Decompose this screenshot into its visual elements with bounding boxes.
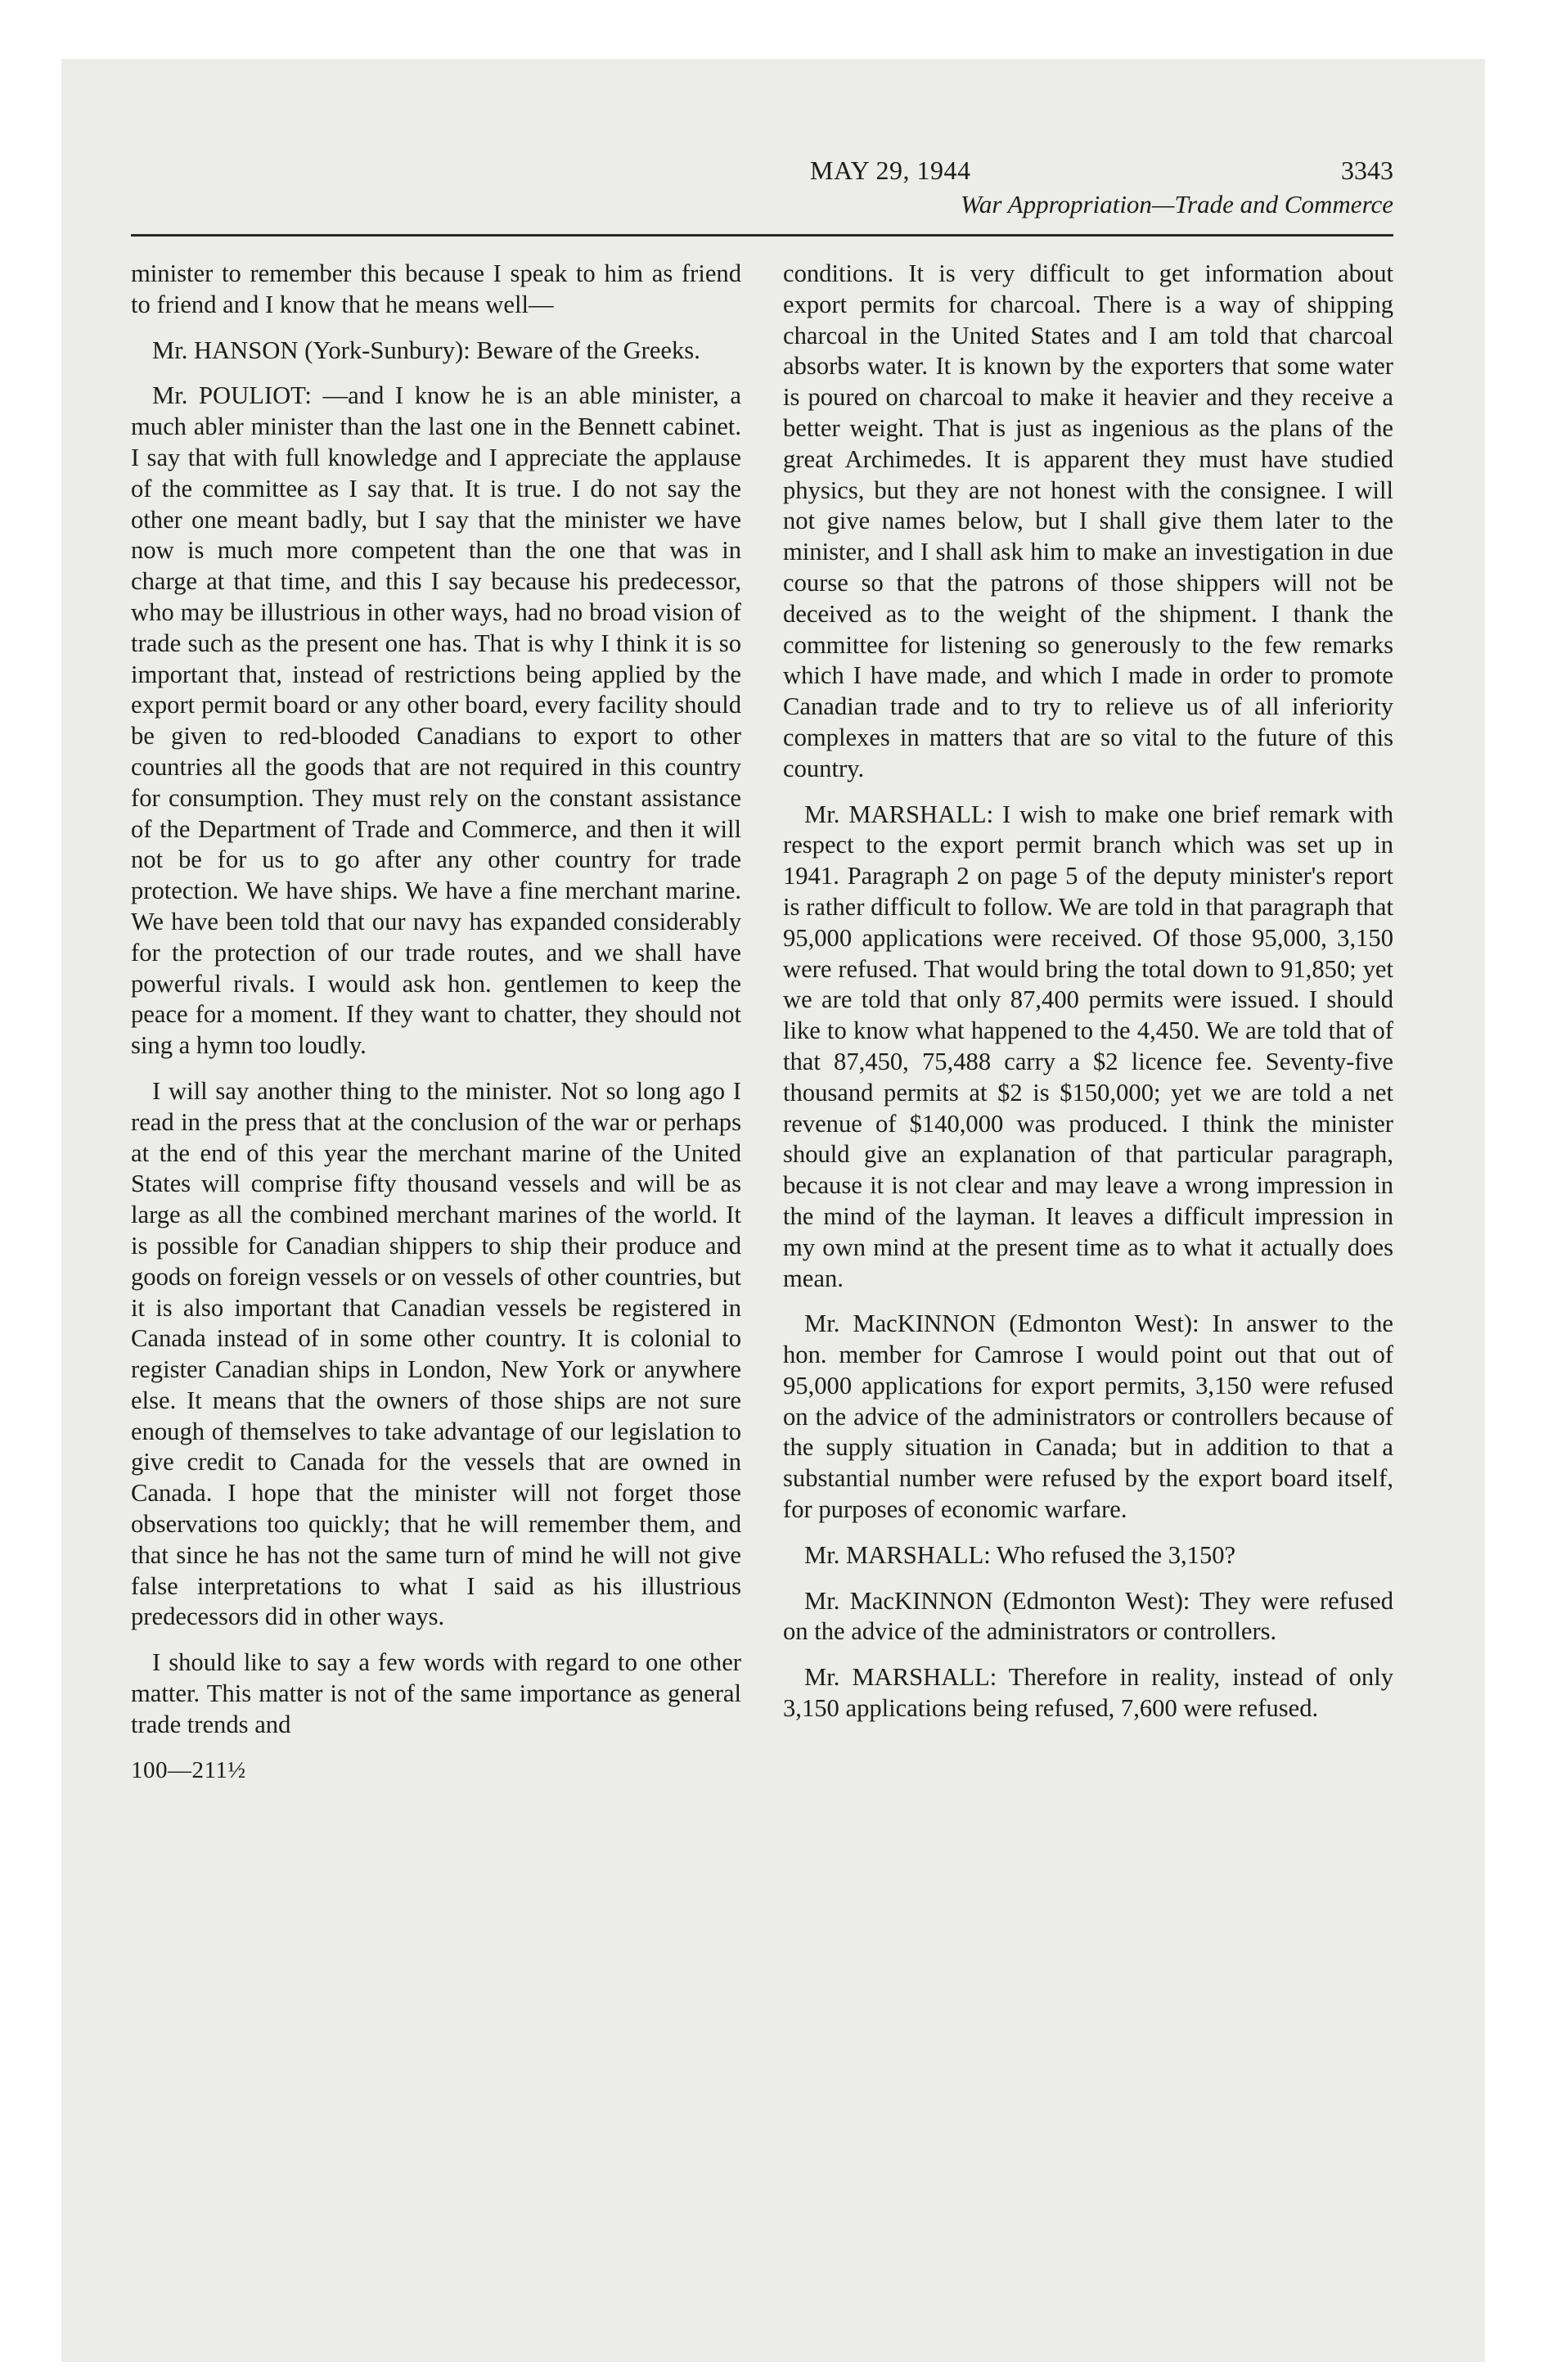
right-column bbox=[783, 259, 1393, 1786]
paragraph: conditions. It is very difficult to get information about export permits for charcoal. There is a way of shipping charcoal in the United States and I am told that charcoal absorbs water. It is known by the exporters that some water is poured on charcoal to make it heavier and they receive a better weight. That is just as ingenious as the plans of the great Archimedes. It is apparent they must have studied physics, but they are not honest with the consignee. I will not give names below, but I shall give them later to the minister, and I shall ask him to make an investigation in due course so that the patrons of those shippers will not be deceived as to the weight of the shipment. I thank the committee for listening so generously to the few remarks which I have made, and which I made in order to promote Canadian trade and to try to relieve us of all inferiority complexes in matters that are so vital to the future of this country. bbox=[783, 259, 1393, 782]
paragraph: I will say another thing to the minister. Not so long ago I read in the press that at the conclusion of the war or perhaps at the end of this year the merchant marine of the United States will comprise fifty thousand vessels and will be as large as all the combined merchant marines of the world. It is possible for Canadian shippers to ship their produce and goods on foreign vessels or on vessels of other countries, but it is also important that Canadian vessels be registered in Canada instead of in some other country. It is colonial to register Canadian ships in London, New York or anywhere else. It means that the owners of those ships are not sure enough of themselves to take advantage of our legislation to give credit to Canada for the vessels that are owned in Canada. I hope that the minister will not forget those observations too quickly; that he will remember them, and that since he has not the same turn of mind he will not give false interpretations to what I said as his illustrious predecessors did in other ways. bbox=[131, 1076, 741, 1631]
paragraph: Mr. HANSON (York-Sunbury): Beware of the Greeks. bbox=[152, 336, 700, 364]
running-header bbox=[131, 156, 1393, 237]
header-date: MAY 29, 1944 bbox=[810, 156, 971, 185]
paragraph: Mr. MARSHALL: Therefore in reality, instead of only 3,150 applications being refused, 7,600 were refused. bbox=[783, 1663, 1393, 1723]
text-columns bbox=[131, 259, 1393, 1786]
paragraph: Mr. POULIOT: —and I know he is an able minister, a much abler minister than the last one in the Bennett cabinet. I say that with full knowledge and I appreciate the applause of the committee as I say that. It is true. I do not say the other one meant badly, but I say that the minister we have now is much more competent than the one that was in charge at that time, and this I say because his predecessor, who may be illustrious in other ways, had no broad vision of trade such as the present one has. That is why I think it is so important that, instead of restrictions being applied by the export permit board or any other board, every facility should be given to red-blooded Canadians to export to other countries all the goods that are not required in this country for consumption. They must rely on the constant assistance of the Department of Trade and Commerce, and then it will not be for us to go after any other country for trade protection. We have ships. We have a fine merchant marine. We have been told that our navy has expanded considerably for the protection of our trade routes, and we shall have powerful rivals. I would ask hon. gentlemen to keep the peace for a moment. If they want to chatter, they should not sing a hymn too loudly. bbox=[131, 381, 741, 1060]
paragraph: I should like to say a few words with regard to one other matter. This matter is not of the same importance as general trade trends and bbox=[131, 1648, 741, 1738]
paragraph: Mr. MARSHALL: Who refused the 3,150? bbox=[804, 1540, 1236, 1569]
paragraph: minister to remember this because I speak to him as friend to friend and I know that he means well— bbox=[131, 259, 741, 318]
left-column bbox=[131, 259, 741, 1786]
paragraph: Mr. MacKINNON (Edmonton West): In answer to the hon. member for Camrose I would point out that out of 95,000 applications for export permits, 3,150 were refused on the advice of the administrators or controllers because of the supply situation in Canada; but in addition to that a substantial number were refused by the export board itself, for purposes of economic warfare. bbox=[783, 1309, 1393, 1524]
page-number: 3343 bbox=[1341, 156, 1393, 185]
printer-signature: 100—211½ bbox=[131, 1756, 246, 1783]
paragraph: Mr. MacKINNON (Edmonton West): They were refused on the advice of the administrators or controllers. bbox=[783, 1586, 1393, 1646]
document-page bbox=[131, 156, 1393, 2243]
header-subject: War Appropriation—Trade and Commerce bbox=[960, 190, 1393, 219]
paragraph: Mr. MARSHALL: I wish to make one brief remark with respect to the export permit branch which was set up in 1941. Paragraph 2 on page 5 of the deputy minister's report is rather difficult to follow. We are told in that paragraph that 95,000 applications were received. Of those 95,000, 3,150 were refused. That would bring the total down to 91,850; yet we are told that only 87,400 permits were issued. I should like to know what happened to the 4,450. We are told that of that 87,450, 75,488 carry a $2 licence fee. Seventy-five thousand permits at $2 is $150,000; yet we are told a net revenue of $140,000 was produced. I think the minister should give an explanation of that particular paragraph, because it is not clear and may leave a wrong impression in the mind of the layman. It leaves a difficult impression in my own mind at the present time as to what it actually does mean. bbox=[783, 800, 1393, 1292]
